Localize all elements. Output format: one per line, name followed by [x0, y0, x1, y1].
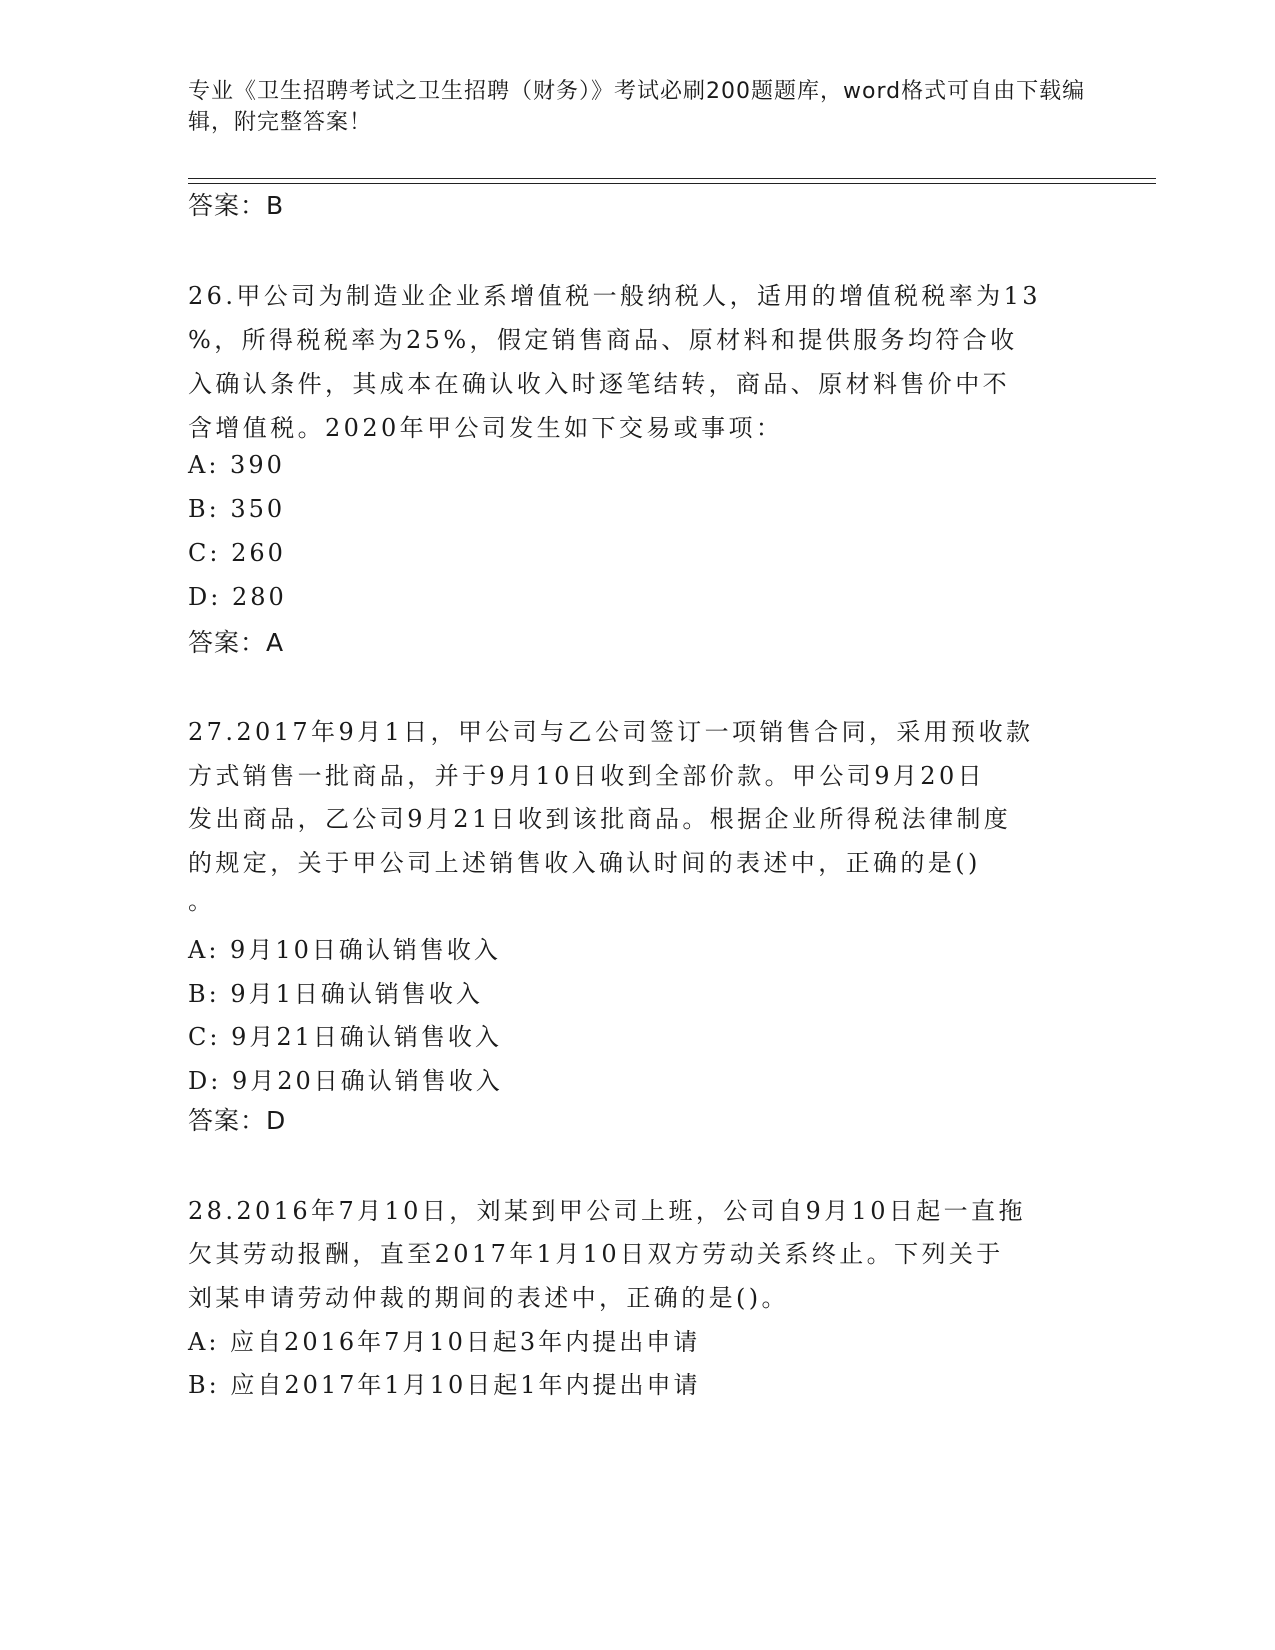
question-26-option-c: C: 260: [188, 539, 286, 567]
question-26-line-1: 26.甲公司为制造业企业系增值税一般纳税人，适用的增值税税率为13: [188, 282, 1041, 310]
question-28-line-1: 28.2016年7月10日，刘某到甲公司上班，公司自9月10日起一直拖: [188, 1197, 1026, 1225]
question-28-option-b: B: 应自2017年1月10日起1年内提出申请: [188, 1371, 701, 1399]
question-27-line-3: 发出商品，乙公司9月21日收到该批商品。根据企业所得税法律制度: [188, 805, 1012, 833]
question-26-line-2: %，所得税税率为25%，假定销售商品、原材料和提供服务均符合收: [188, 326, 1018, 354]
previous-answer: 答案：B: [188, 191, 285, 220]
question-26-option-a: A: 390: [188, 451, 285, 479]
header-divider-top: [188, 178, 1156, 179]
question-27-line-4: 的规定，关于甲公司上述销售收入确认时间的表述中，正确的是(): [188, 849, 981, 877]
question-27-option-d: D: 9月20日确认销售收入: [188, 1067, 503, 1095]
question-27-line-5: 。: [188, 887, 216, 915]
question-28-line-2: 欠其劳动报酬，直至2017年1月10日双方劳动关系终止。下列关于: [188, 1240, 1004, 1268]
question-27-line-1: 27.2017年9月1日，甲公司与乙公司签订一项销售合同，采用预收款: [188, 718, 1034, 746]
question-26-line-4: 含增值税。2020年甲公司发生如下交易或事项：: [188, 414, 784, 442]
document-header: 专业《卫生招聘考试之卫生招聘（财务）》考试必刷200题题库，word格式可自由下载编辑，附完整答案！: [188, 79, 1086, 135]
question-28-line-3: 刘某申请劳动仲裁的期间的表述中，正确的是()。: [188, 1284, 789, 1312]
question-27-option-a: A: 9月10日确认销售收入: [188, 936, 501, 964]
question-26-answer: 答案：A: [188, 628, 285, 657]
question-26-option-b: B: 350: [188, 495, 286, 523]
question-26-option-d: D: 280: [188, 583, 287, 611]
question-27-option-b: B: 9月1日确认销售收入: [188, 980, 483, 1008]
question-27-option-c: C: 9月21日确认销售收入: [188, 1023, 502, 1051]
question-27-answer: 答案：D: [188, 1106, 287, 1135]
header-divider-bottom: [188, 183, 1156, 184]
question-26-line-3: 入确认条件，其成本在确认收入时逐笔结转，商品、原材料售价中不: [188, 370, 1010, 398]
question-27-line-2: 方式销售一批商品，并于9月10日收到全部价款。甲公司9月20日: [188, 762, 986, 790]
question-28-option-a: A: 应自2016年7月10日起3年内提出申请: [188, 1328, 701, 1356]
